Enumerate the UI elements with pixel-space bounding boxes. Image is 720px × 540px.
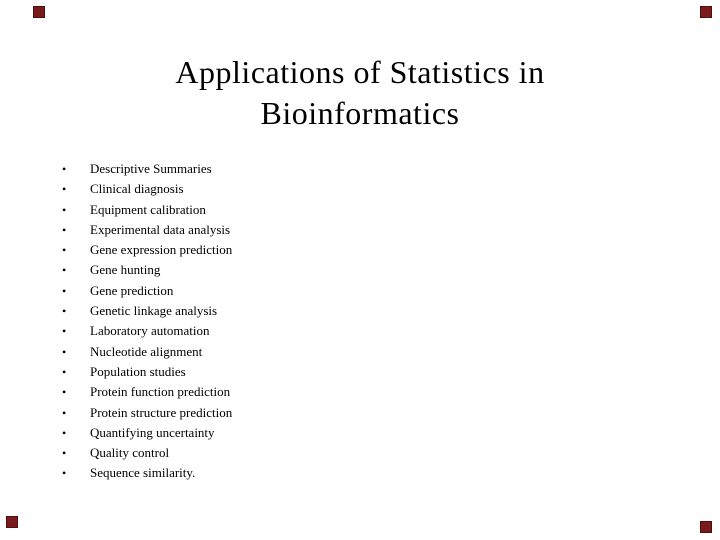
list-item-text: Quantifying uncertainty bbox=[90, 424, 215, 440]
corner-square-top-left-icon bbox=[33, 6, 45, 18]
corner-square-top-right-icon bbox=[700, 6, 712, 18]
list-item bbox=[62, 281, 680, 301]
list-item bbox=[62, 443, 680, 463]
list-item-text: Gene hunting bbox=[90, 262, 161, 278]
list-item-text: Protein structure prediction bbox=[90, 404, 233, 420]
list-item-text: Gene prediction bbox=[90, 282, 174, 298]
bullet-icon: • bbox=[62, 425, 67, 440]
bullet-icon: • bbox=[62, 182, 67, 197]
list-item-text: Experimental data analysis bbox=[90, 221, 231, 237]
list-item bbox=[62, 260, 680, 280]
bullet-icon: • bbox=[62, 304, 67, 319]
list-item bbox=[62, 179, 680, 199]
bullet-icon: • bbox=[62, 446, 67, 461]
list-item-text: Sequence similarity. bbox=[90, 465, 196, 481]
bullet-icon: • bbox=[62, 202, 67, 217]
list-item-text: Clinical diagnosis bbox=[90, 181, 184, 197]
slide-title-line2: Bioinformatics bbox=[260, 95, 460, 131]
slide-title bbox=[0, 0, 720, 134]
list-item bbox=[62, 403, 680, 423]
list-item bbox=[62, 301, 680, 321]
bullet-icon: • bbox=[62, 466, 67, 481]
list-item bbox=[62, 382, 680, 402]
bullet-icon: • bbox=[62, 283, 67, 298]
bullet-icon: • bbox=[62, 344, 67, 359]
bullet-icon: • bbox=[62, 364, 67, 379]
list-item bbox=[62, 463, 680, 483]
corner-square-bottom-left-icon bbox=[6, 516, 18, 528]
list-item bbox=[62, 423, 680, 443]
list-item-text: Descriptive Summaries bbox=[90, 161, 212, 176]
list-item-text: Genetic linkage analysis bbox=[90, 303, 218, 319]
list-item-text: Population studies bbox=[90, 363, 186, 379]
bullet-icon: • bbox=[62, 405, 67, 420]
list-item-text: Laboratory automation bbox=[90, 323, 210, 339]
list-item-text: Nucleotide alignment bbox=[90, 343, 203, 359]
bullet-icon: • bbox=[62, 385, 67, 400]
bullet-icon: • bbox=[62, 222, 67, 237]
list-item-text: Equipment calibration bbox=[90, 201, 206, 217]
list-item bbox=[62, 159, 680, 179]
list-item-text: Quality control bbox=[90, 445, 170, 461]
list-item bbox=[62, 240, 680, 260]
list-item-text: Protein function prediction bbox=[90, 384, 231, 400]
list-item bbox=[62, 342, 680, 362]
bullet-icon: • bbox=[62, 243, 67, 258]
bullet-icon: • bbox=[62, 263, 67, 278]
bullet-icon: • bbox=[62, 324, 67, 339]
list-item bbox=[62, 362, 680, 382]
list-item bbox=[62, 200, 680, 220]
bullet-icon: • bbox=[62, 162, 67, 176]
list-item bbox=[62, 220, 680, 240]
bullet-list bbox=[62, 159, 680, 484]
corner-square-bottom-right-icon bbox=[700, 521, 712, 533]
list-item-text: Gene expression prediction bbox=[90, 242, 233, 258]
list-item bbox=[62, 321, 680, 341]
slide-title-line1: Applications of Statistics in bbox=[175, 54, 545, 90]
